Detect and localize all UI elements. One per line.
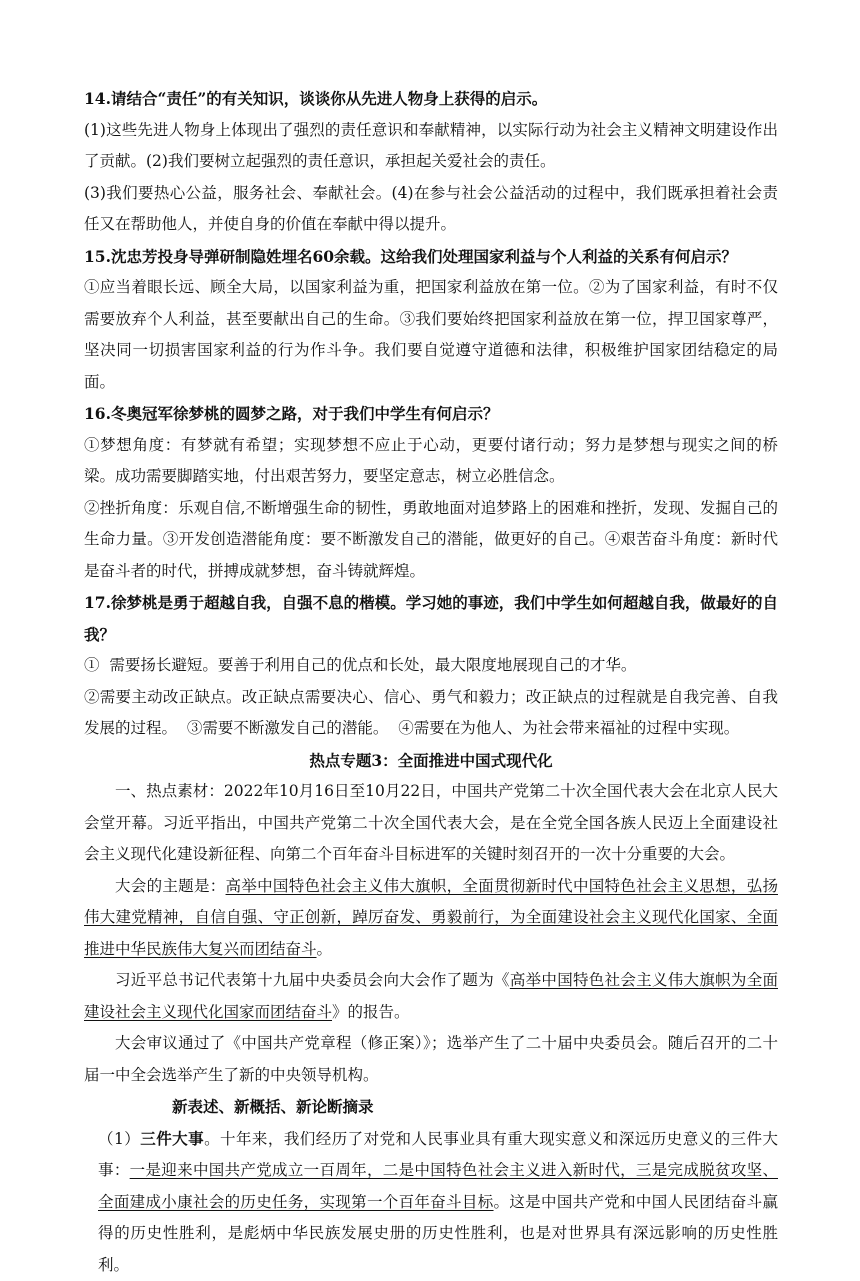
question-15-title: 15.沈忠芳投身导弹研制隐姓埋名60余载。这给我们处理国家利益与个人利益的关系有何启示？ [84,241,778,273]
question-16-title: 16.冬奥冠军徐梦桃的圆梦之路，对于我们中学生有何启示？ [84,398,778,430]
report-end: 》的报告。 [332,1003,410,1021]
theme-text: 高举中国特色社会主义伟大旗帜，全面贯彻新时代中国特色社会主义思想，弘扬伟大建党精神，自信自强、守正创新，踔厉奋发、勇毅前行，为全面建设社会主义现代化国家、全面推进中华民族伟大复兴而团结奋斗 [84,877,778,958]
theme-lead: 大会的主题是： [115,877,226,895]
question-14-title: 14.请结合“责任”的有关知识，谈谈你从先进人物身上获得的启示。 [84,83,778,115]
three-events-paragraph [84,1123,778,1281]
constitution-paragraph: 大会审议通过了《中国共产党章程（修正案）》；选举产生了二十届中央委员会。随后召开的二十届一中全会选举产生了新的中央领导机构。 [84,1028,778,1091]
question-17-answer-2: ②需要主动改正缺点。改正缺点需要决心、信心、勇气和毅力；改正缺点的过程就是自我完善、自我发展的过程。 ③需要不断激发自己的潜能。 ④需要在为他人、为社会带来福祉的过程中实现。 [84,682,778,745]
report-title: 高举中国特色社会主义伟大旗帜为全面建设社会主义现代化国家而团结奋斗 [84,971,778,1021]
question-14-answer-1: (1)这些先进人物身上体现出了强烈的责任意识和奉献精神，以实际行动为社会主义精神文明建设作出了贡献。(2)我们要树立起强烈的责任意识，承担起关爱社会的责任。 [84,115,778,178]
item-text-a: 。十年来，我们经历了对党和人民事业具有重大现实意义和深远历史意义的三件大事： [98,1130,778,1180]
topic-heading: 热点专题3：全面推进中国式现代化 [84,745,778,777]
hot-material-paragraph: 一、热点素材：2022年10月16日至10月22日，中国共产党第二十次全国代表大会在北京人民大会堂开幕。习近平指出，中国共产党第二十次全国代表大会，是在全党全国各族人民迈上全面建设社会主义现代化建设新征程、向第二个百年奋斗目标进军的关键时刻召开的一次十分重要的大会。 [84,776,778,871]
item-underlined: 一是迎来中国共产党成立一百周年，二是中国特色社会主义进入新时代，三是完成脱贫攻坚、全面建成小康社会的历史任务，实现第一个百年奋斗目标 [98,1161,778,1211]
item-number: （1） [98,1130,140,1148]
theme-end: 。 [317,940,333,958]
report-lead: 习近平总书记代表第十九届中央委员会向大会作了题为《 [115,971,510,989]
report-paragraph [84,965,778,1028]
question-16-answer-1: ①梦想角度：有梦就有希望；实现梦想不应止于心动，更要付诸行动；努力是梦想与现实之间的桥梁。成功需要脚踏实地，付出艰苦努力，要坚定意志，树立必胜信念。 [84,430,778,493]
question-16-answer-2: ②挫折角度：乐观自信,不断增强生命的韧性，勇敢地面对追梦路上的困难和挫折，发现、发掘自己的生命力量。③开发创造潜能角度：要不断激发自己的潜能，做更好的自己。④艰苦奋斗角度：新时代是奋斗者的时代，拼搏成就梦想，奋斗铸就辉煌。 [84,493,778,588]
item-text-b: 。这是中国共产党和中国人民团结奋斗赢得的历史性胜利，是彪炳中华民族发展史册的历史性胜利，也是对世界具有深远影响的历史性胜利。 [98,1193,778,1274]
question-14-answer-2: (3)我们要热心公益，服务社会、奉献社会。(4)在参与社会公益活动的过程中，我们既承担着社会责任又在帮助他人，并使自身的价值在奉献中得以提升。 [84,178,778,241]
question-15-answer: ①应当着眼长远、顾全大局，以国家利益为重，把国家利益放在第一位。②为了国家利益，有时不仅需要放弃个人利益，甚至要献出自己的生命。③我们要始终把国家利益放在第一位，捍卫国家尊严，坚决同一切损害国家利益的行为作斗争。我们要自觉遵守道德和法律，积极维护国家团结稳定的局面。 [84,272,778,398]
congress-theme-paragraph [84,871,778,966]
question-17-title: 17.徐梦桃是勇于超越自我，自强不息的楷模。学习她的事迹，我们中学生如何超越自我，做最好的自我？ [84,587,778,650]
item-title: 三件大事 [140,1129,204,1148]
question-17-answer-1: ① 需要扬长避短。要善于利用自己的优点和长处，最大限度地展现自己的才华。 [84,650,778,682]
excerpt-subheading: 新表述、新概括、新论断摘录 [84,1091,778,1123]
